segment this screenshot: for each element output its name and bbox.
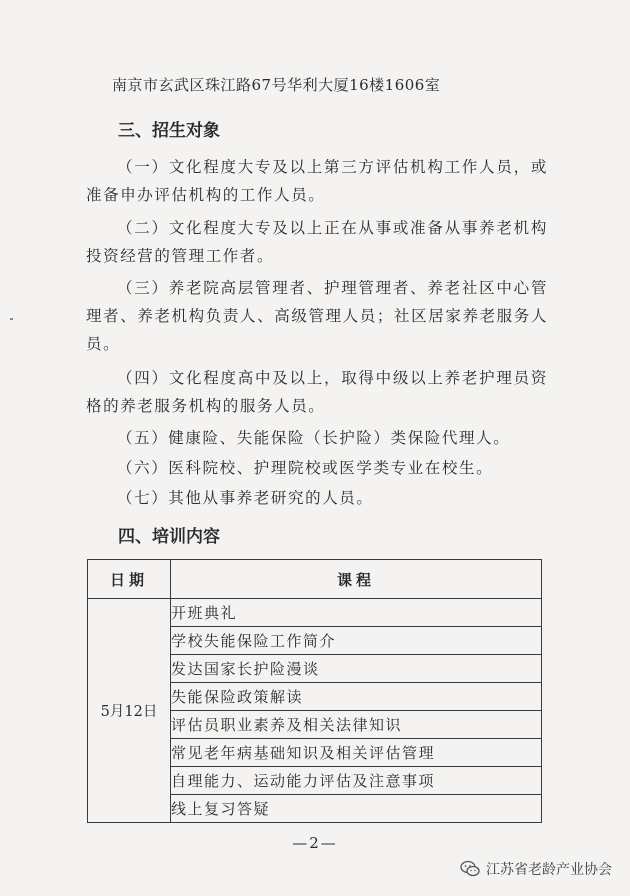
section-3-heading: 三、招生对象 xyxy=(118,121,220,141)
page-number: —2— xyxy=(292,834,338,852)
eligibility-item-6: （六）医科院校、护理院校或医学类专业在校生。 xyxy=(117,459,494,477)
course-cell: 线上复习答疑 xyxy=(171,795,542,823)
account-watermark xyxy=(460,859,612,879)
course-cell: 评估员职业素养及相关法律知识 xyxy=(171,711,542,739)
scan-mark xyxy=(10,318,13,320)
course-cell: 失能保险政策解读 xyxy=(171,683,542,711)
eligibility-item-1: （一）文化程度大专及以上第三方评估机构工作人员，或准备申办评估机构的工作人员。 xyxy=(86,158,548,204)
table-header-row xyxy=(88,560,542,599)
eligibility-item-7: （七）其他从事养老研究的人员。 xyxy=(117,489,374,507)
table-row xyxy=(88,599,542,627)
eligibility-item-5: （五）健康险、失能保险（长护险）类保险代理人。 xyxy=(117,429,511,447)
eligibility-item-2: （二）文化程度大专及以上正在从事或准备从事养老机构投资经营的管理工作者。 xyxy=(86,219,548,265)
section-4-heading: 四、培训内容 xyxy=(118,527,220,547)
header-date: 日期 xyxy=(88,560,171,599)
training-schedule-table xyxy=(87,559,542,823)
wechat-icon xyxy=(460,860,480,878)
eligibility-item-4: （四）文化程度高中及以上，取得中级以上养老护理员资格的养老服务机构的服务人员。 xyxy=(86,369,548,415)
course-cell: 自理能力、运动能力评估及注意事项 xyxy=(171,767,542,795)
eligibility-item-3: （三）养老院高层管理者、护理管理者、养老社区中心管理者、养老机构负责人、高级管理人员；社区居家养老服务人员。 xyxy=(86,279,548,353)
course-cell: 开班典礼 xyxy=(171,599,542,627)
header-course: 课程 xyxy=(171,560,542,599)
course-cell: 常见老年病基础知识及相关评估管理 xyxy=(171,739,542,767)
date-cell: 5月12日 xyxy=(88,599,171,823)
watermark-text: 江苏省老龄产业协会 xyxy=(486,862,612,878)
address-line: 南京市玄武区珠江路67号华利大厦16楼1606室 xyxy=(112,76,441,94)
course-cell: 学校失能保险工作简介 xyxy=(171,627,542,655)
course-cell: 发达国家长护险漫谈 xyxy=(171,655,542,683)
